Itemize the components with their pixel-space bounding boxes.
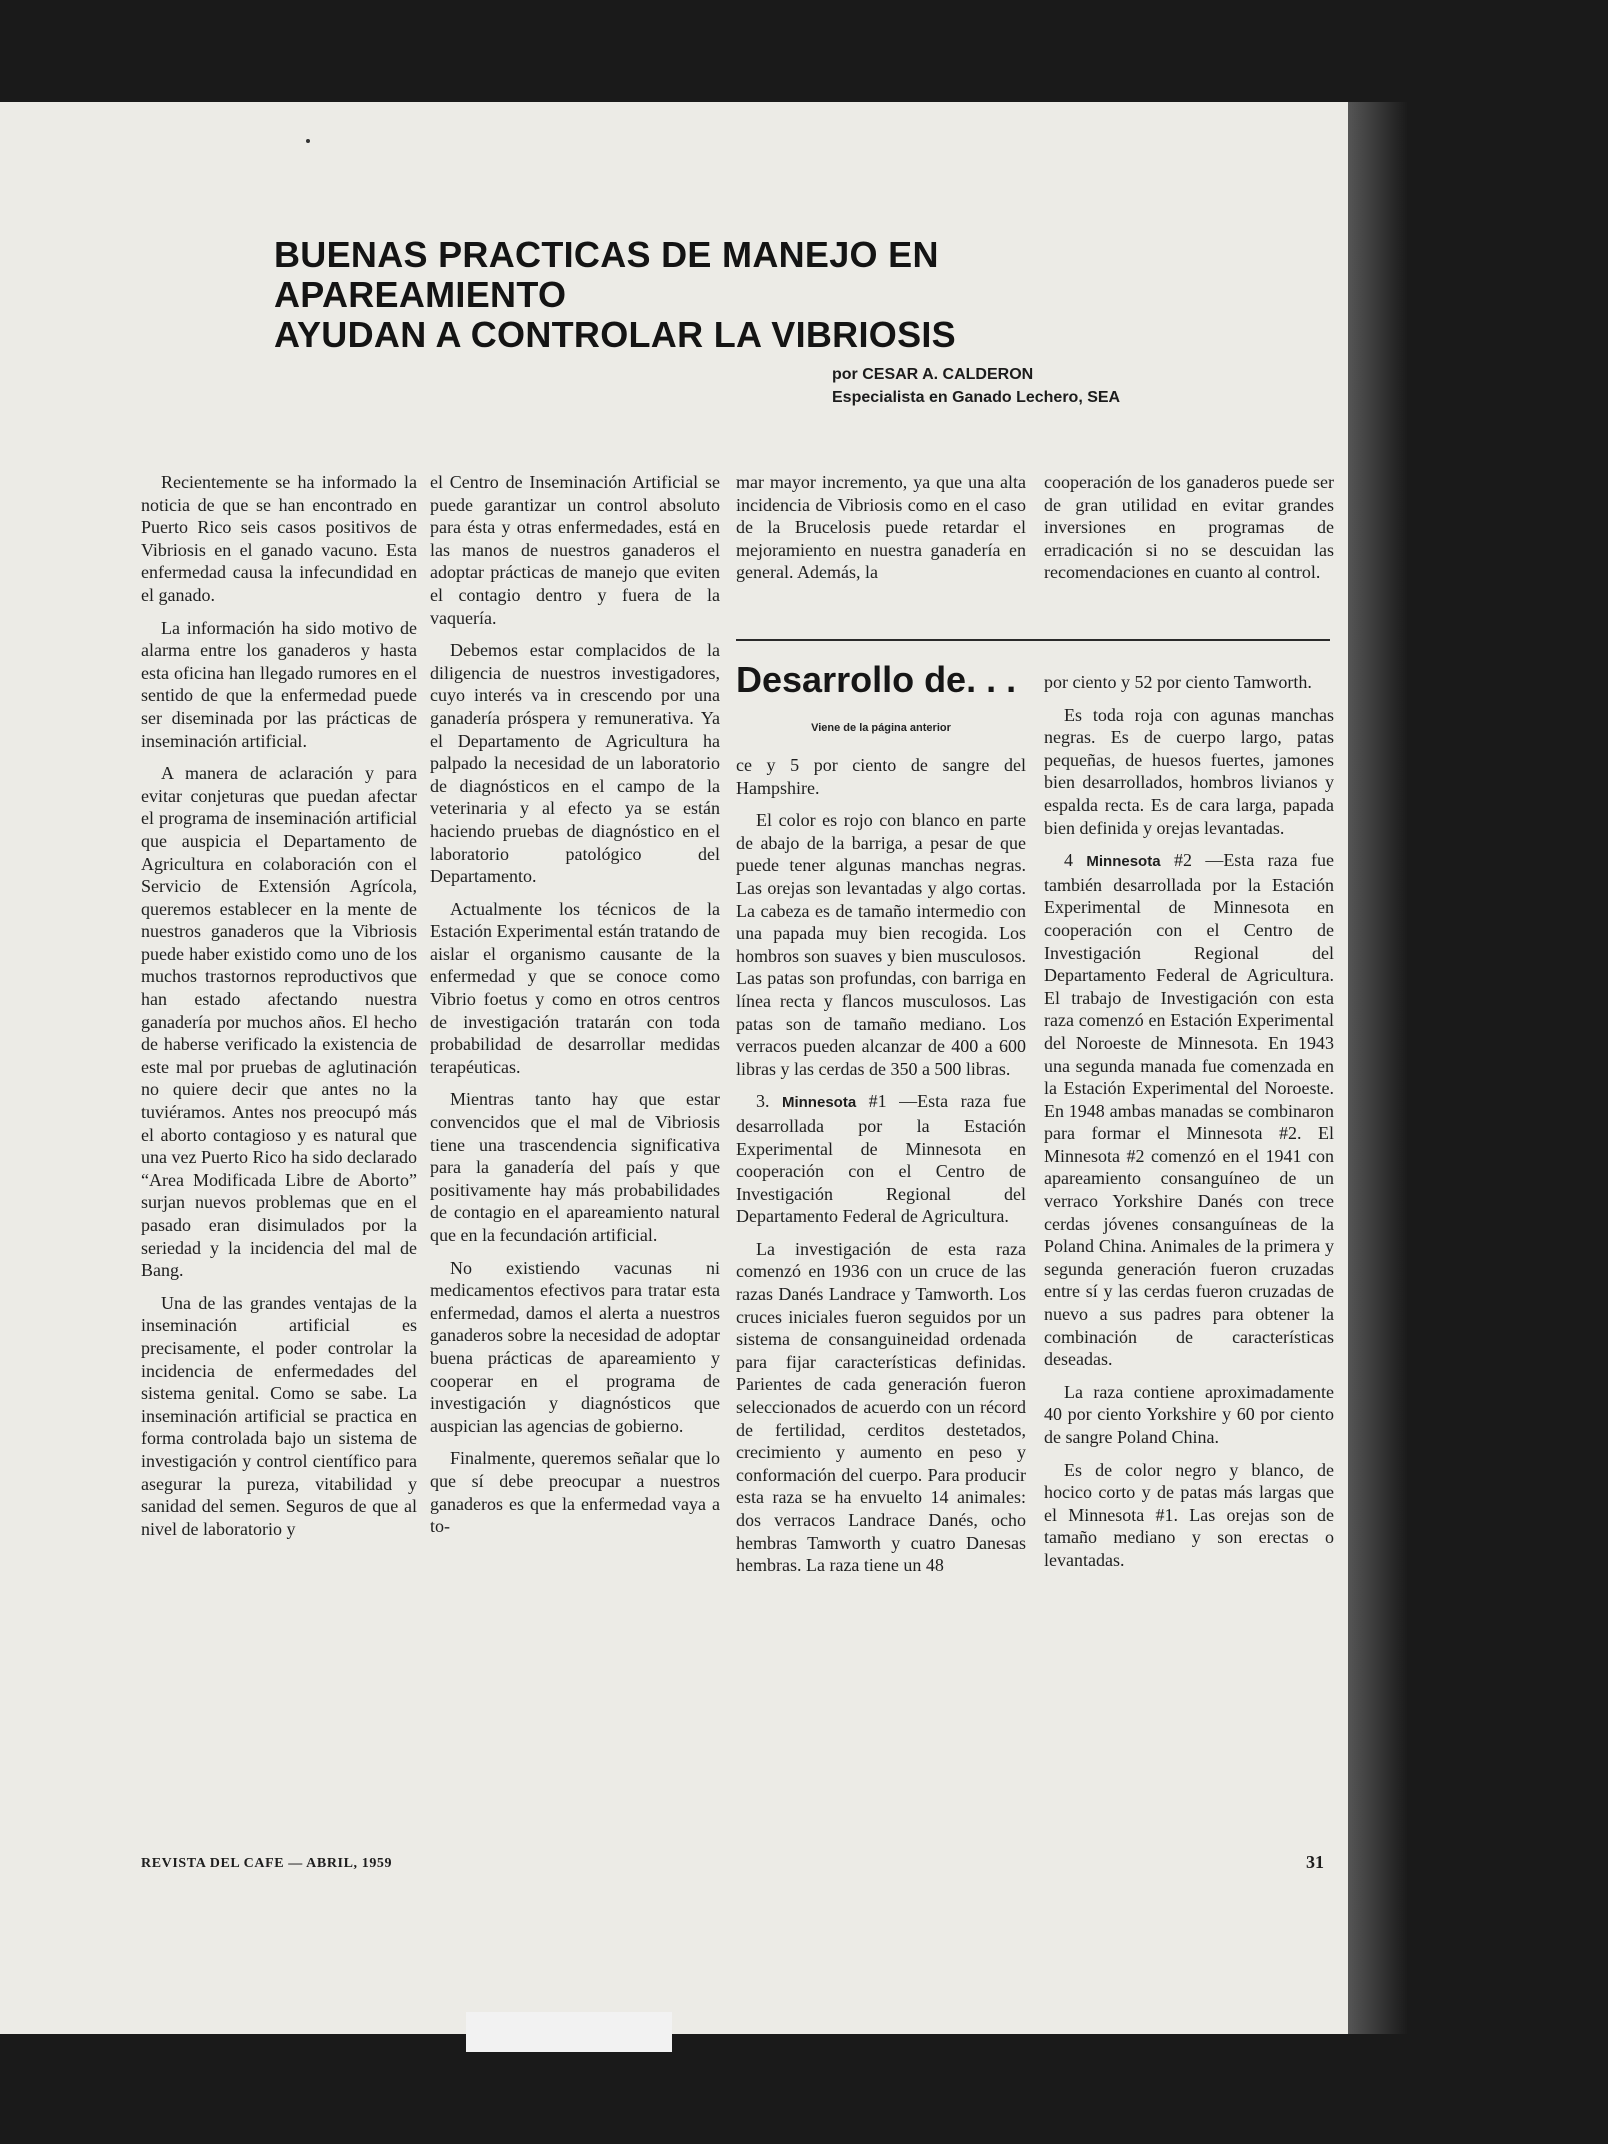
- article-title: [274, 235, 1234, 355]
- column-4-continued: [1044, 671, 1334, 1582]
- paragraph: La información ha sido motivo de alarma entre los ganaderos y hasta esta oficina han llegado rumores en el sentido de que la enfermedad puede ser diseminada por las prácticas de inseminación artificial.: [141, 617, 417, 751]
- breed-4-mark: #2: [1173, 850, 1192, 871]
- continued-note: Viene de la página anterior: [811, 722, 951, 734]
- paragraph: Debemos estar complacidos de la diligencia de nuestros investigadores, cuyo interés va in crescendo por una ganadería próspera y remunerativa. Ya el Departamento de Agricultura ha palpado la necesidad de un laboratorio de diagnósticos en el campo de la veterinaria y al efecto ya se están haciendo pruebas de diagnóstico en el laboratorio patológico del Departamento.: [430, 640, 720, 887]
- paragraph: el Centro de Inseminación Artificial se puede garantizar un control absoluto para ésta y otras enfermedades, está en las manos de nuestros ganaderos el adoptar prácticas de manejo que eviten el contagio dentro y fuera de la vaquería.: [430, 472, 720, 628]
- paragraph: cooperación de los ganaderos puede ser de gran utilidad en evitar grandes inversiones en programas de erradicación si no se descuidan las recomendaciones en cuanto al control.: [1044, 472, 1334, 583]
- breed-4-text: —Esta raza fue también desarrollada por la Estación Experimental de Minnesota en cooperación con el Centro de Investigación Regional del Departamento Federal de Agricultura. El trabajo de Investigación con esta raza comenzó en Estación Experimental del Noroeste de Minnesota. En 1943 una segunda manada fue comenzada en la Estación Experimental del Noroeste. En 1948 ambas manadas se combinaron para formar el Minnesota #2. El Minnesota #2 comenzó en el 1941 con apareamiento consanguíneo de un verraco Yorkshire Danés con trece cerdas jóvenes consanguíneas de la Poland China. Animales de la primera y segunda generación fueron cruzadas entre sí y las cerdas fueron cruzadas de nuevo a sus padres para obtener la combinación de características deseadas.: [1044, 850, 1334, 1370]
- continued-article-title: Desarrollo de. . .: [736, 659, 1017, 700]
- paragraph: No existiendo vacunas ni medicamentos efectivos para tratar esta enfermedad, damos el alerta a nuestros ganaderos sobre la necesidad de adoptar buena prácticas de apareamiento y cooperar en el programa de investigación y diagnósticos que auspician las agencias de gobierno.: [430, 1257, 720, 1436]
- paragraph: mar mayor incremento, ya que una alta incidencia de Vibriosis como en el caso de la Brucelosis puede retardar el mejoramiento en nuestra ganadería en general. Además, la: [736, 472, 1026, 583]
- title-line-2: AYUDAN A CONTROLAR LA VIBRIOSIS: [274, 314, 956, 355]
- breed-3-mark: #1: [868, 1091, 887, 1112]
- paragraph: La raza contiene aproximadamente 40 por ciento Yorkshire y 60 por ciento de sangre Poland China.: [1044, 1381, 1334, 1447]
- section-divider: [736, 639, 1330, 641]
- paragraph: El color es rojo con blanco en parte de abajo de la barriga, a pesar de que puede tener algunas manchas negras. Las orejas son levantadas y algo cortas. La cabeza es de tamaño intermedio con una papada muy bien recogida. Los hombros son suaves y bien musculosos. Las patas son profundas, con barriga en línea recta y flancos musculosos. Las patas son de tamaño mediano. Los verracos pueden alcanzar de 400 a 600 libras y las cerdas de 350 a 500 libras.: [736, 810, 1026, 1079]
- paragraph: ce y 5 por ciento de sangre del Hampshire.: [736, 755, 1026, 798]
- byline-author: por CESAR A. CALDERON: [832, 366, 1034, 383]
- paragraph: Actualmente los técnicos de la Estación Experimental están tratando de aislar el organismo causante de la enfermedad y que se conoce como Vibrio foetus y como en otros centros de investigación tratarán con toda probabilidad de desarrollar medidas terapéuticas.: [430, 898, 720, 1077]
- breed-3-paragraph: [736, 1090, 1026, 1228]
- paragraph: Recientemente se ha informado la noticia de que se han encontrado en Puerto Rico seis casos positivos de Vibriosis en el ganado vacuno. Esta enfermedad causa la infecundidad en el ganado.: [141, 472, 417, 605]
- byline: [832, 363, 1252, 409]
- page-right-shadow: [1348, 102, 1408, 2034]
- column-1: [141, 471, 417, 1550]
- print-speck: [306, 139, 310, 143]
- breed-3-number: 3.: [756, 1091, 770, 1112]
- breed-4-paragraph: [1044, 849, 1334, 1371]
- paragraph: A manera de aclaración y para evitar conjeturas que puedan afectar el programa de inseminación artificial que auspicia el Departamento de Agricultura en colaboración con el Servicio de Extensión Agrícola, queremos establecer en la mente de nuestros ganaderos que la Vibriosis puede haber existido como uno de los muchos trastornos reproductivos que han estado afectando nuestra ganadería por muchos años. El hecho de haberse verificado la existencia de este mal por pruebas de aglutinación no quiere decir que antes no la tuviéramos. Antes nos preocupó más el aborto contagioso y es natural que una vez Puerto Rico ha sido declarado “Area Modificada Libre de Aborto” surjan nuevos problemas que en el pasado eran disimulados por la seriedad y la incidencia del mal de Bang.: [141, 763, 417, 1281]
- breed-3-name: Minnesota: [781, 1094, 857, 1112]
- column-2: [430, 471, 720, 1548]
- paragraph: Una de las grandes ventajas de la inseminación artificial es precisamente, el poder controlar la incidencia de enfermedades del sistema genital. Como se sabe. La inseminación artificial se practica en forma controlada bajo un sistema de investigación y control científico para asegurar la pureza, vitabilidad y sanidad del semen. Seguros de que al nivel de laboratorio y: [141, 1292, 417, 1539]
- paragraph: Mientras tanto hay que estar convencidos que el mal de Vibriosis tiene una trascendencia significativa para la ganadería del país y que positivamente hay más probabilidades de contagio en el apareamiento natural que en la fecundación artificial.: [430, 1089, 720, 1245]
- title-line-1: BUENAS PRACTICAS DE MANEJO EN APAREAMIENTO: [274, 234, 939, 315]
- paragraph: Es toda roja con agunas manchas negras. Es de cuerpo largo, patas pequeñas, de huesos fuertes, jamones bien desarrollados, hombros livianos y espalda recta. Es de cara larga, papada bien definida y orejas levantadas.: [1044, 704, 1334, 838]
- breed-4-number: 4: [1064, 850, 1073, 871]
- byline-role: Especialista en Ganado Lechero, SEA: [832, 389, 1121, 406]
- paragraph: Es de color negro y blanco, de hocico corto y de patas más largas que el Minnesota #1. Las orejas son de tamaño mediano y son erectas o levantadas.: [1044, 1459, 1334, 1570]
- breed-4-name: Minnesota: [1086, 853, 1161, 871]
- page-number: 31: [1306, 1852, 1324, 1872]
- paragraph: La investigación de esta raza comenzó en 1936 con un cruce de las razas Danés Landrace y Tamworth. Los cruces iniciales fueron seguidos por un sistema de consanguineidad ordenada para fijar características definidas. Parientes de cada generación fueron seleccionados de acuerdo con un récord de fertilidad, cerditos destetados, crecimiento y aumento en peso y conformación del cuerpo. Para producir esta raza se ha envuelto 14 animales: dos verracos Landrace Danés, ocho hembras Tamworth y cuatro Danesas hembras. La raza tiene un 48: [736, 1238, 1026, 1576]
- column-3-top: [736, 471, 1026, 594]
- publication-footer: REVISTA DEL CAFE — ABRIL, 1959: [141, 1856, 393, 1871]
- breed-3-text: —Esta raza fue desarrollada por la Estación Experimental de Minnesota en cooperación con el Centro de Investigación Regional del Departamento Federal de Agricultura.: [736, 1091, 1027, 1227]
- column-4-top: [1044, 471, 1334, 594]
- column-3-continued: [736, 754, 1026, 1587]
- paragraph: por ciento y 52 por ciento Tamworth.: [1044, 672, 1312, 692]
- paragraph: Finalmente, queremos señalar que lo que sí debe preocupar a nuestros ganaderos es que la enfermedad vaya a to-: [430, 1448, 720, 1537]
- scan-label-strip: [466, 2012, 672, 2052]
